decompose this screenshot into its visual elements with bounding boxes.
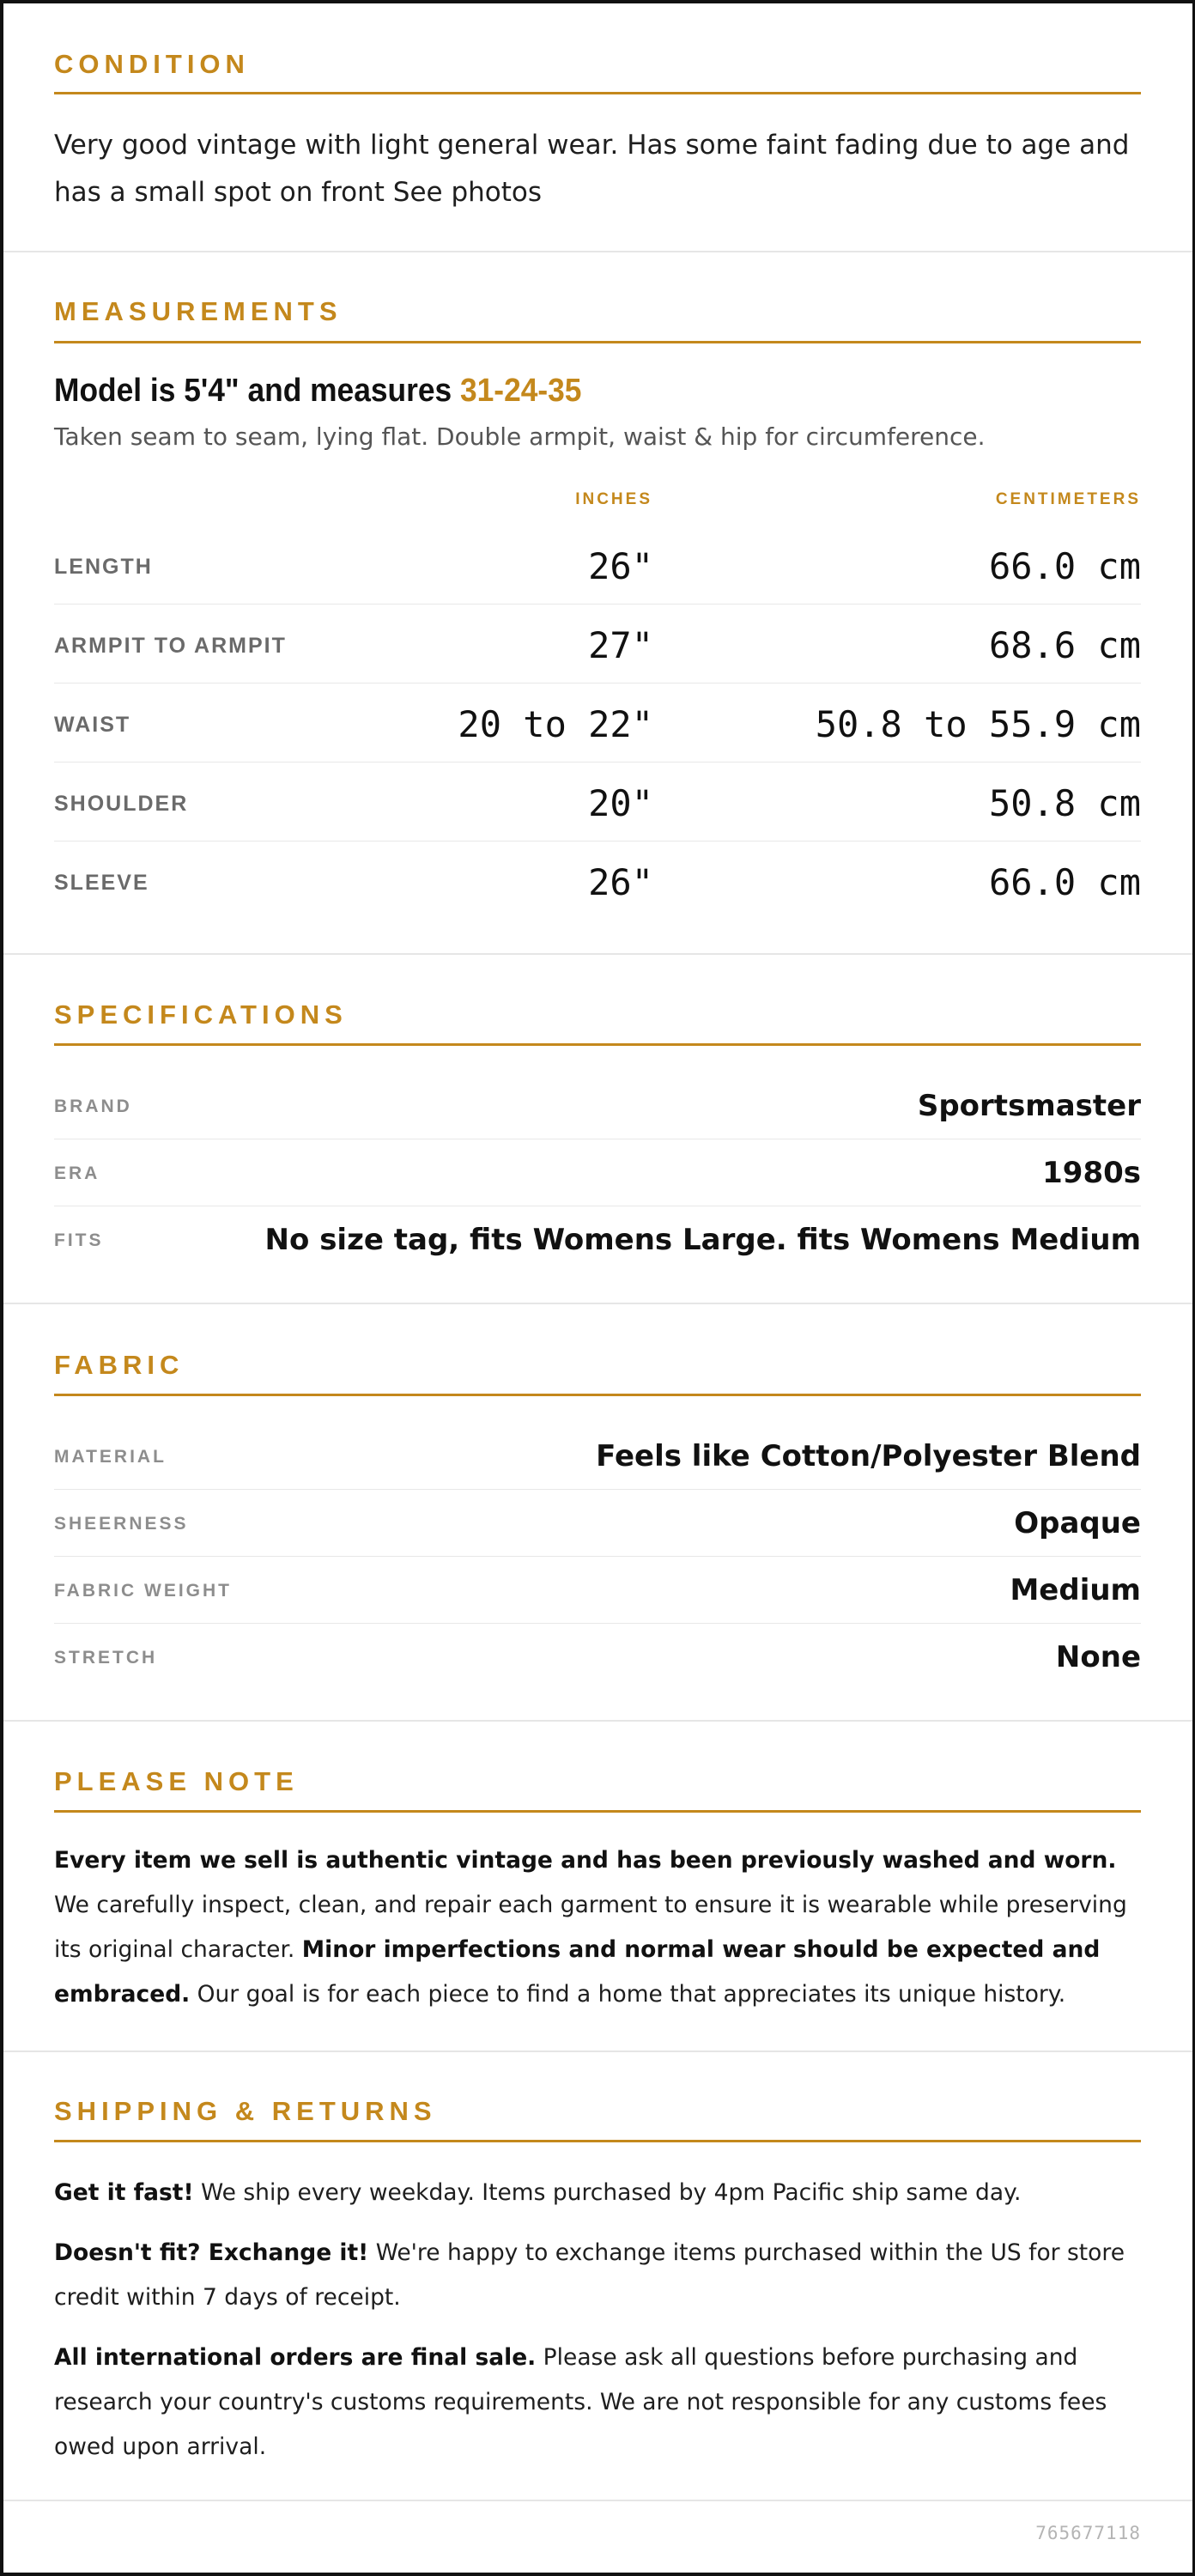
measurements-subtitle: Taken seam to seam, lying flat. Double armpit, waist & hip for circumference. <box>54 422 986 451</box>
spec-value: No size tag, fits Womens Large. fits Womens Medium <box>264 1223 1141 1257</box>
fabric-value: Feels like Cotton/Polyester Blend <box>596 1439 1141 1473</box>
measurement-label: WAIST <box>54 713 131 737</box>
column-header-centimeters: CENTIMETERS <box>995 490 1141 508</box>
fabric-label: SHEERNESS <box>54 1514 189 1534</box>
row-divider <box>54 604 1141 605</box>
shipping-paragraph-exchange <box>54 2231 1141 2320</box>
section-divider <box>3 1303 1192 1304</box>
row-divider <box>54 1556 1141 1557</box>
measurement-row-sleeve <box>54 843 1141 922</box>
measurement-row-shoulder <box>54 764 1141 843</box>
fabric-value: None <box>1055 1640 1141 1674</box>
measurement-cm: 50.8 to 55.9 cm <box>815 703 1141 745</box>
measurement-label: LENGTH <box>54 555 153 579</box>
note-text-2: Our goal is for each piece to find a home that appreciates its unique history. <box>190 1981 1066 2008</box>
shipping-paragraph-fast <box>54 2171 1141 2215</box>
please-note-rule <box>54 1810 1141 1813</box>
note-bold-1: Every item we sell is authentic vintage and has been previously washed and worn. <box>54 1847 1117 1874</box>
section-divider <box>3 2050 1192 2052</box>
measurement-cm: 50.8 cm <box>988 782 1141 824</box>
model-info <box>54 374 581 407</box>
shipping-text: Please ask all questions before purchasing and research your country's customs requirements. We are not responsible for any customs fees owed upon arrival. <box>54 2344 1107 2460</box>
fabric-value: Medium <box>1010 1573 1141 1607</box>
fabric-row-stretch <box>54 1625 1141 1691</box>
fabric-label: MATERIAL <box>54 1447 167 1467</box>
spec-value: Sportsmaster <box>917 1089 1141 1123</box>
model-measures: 31-24-35 <box>459 373 582 409</box>
shipping-rule <box>54 2140 1141 2142</box>
fabric-rule <box>54 1394 1141 1396</box>
condition-text: Very good vintage with light general wear. Has some faint fading due to age and has a small spot on front See photos <box>54 130 1130 208</box>
fabric-value: Opaque <box>1014 1506 1141 1540</box>
spec-label: BRAND <box>54 1097 132 1116</box>
fabric-row-weight <box>54 1558 1141 1624</box>
please-note-heading: PLEASE NOTE <box>54 1766 299 1796</box>
measurement-cm: 68.6 cm <box>988 624 1141 666</box>
shipping-heading: SHIPPING & RETURNS <box>54 2096 437 2126</box>
shipping-text: We're happy to exchange items purchased within the US for store credit within 7 days of receipt. <box>54 2239 1125 2311</box>
spec-row-era <box>54 1140 1141 1206</box>
model-info-prefix: Model is 5'4" and measures <box>54 373 460 409</box>
measurement-cm: 66.0 cm <box>988 545 1141 587</box>
section-divider <box>3 251 1192 252</box>
condition-rule <box>54 92 1141 94</box>
section-divider <box>3 2500 1192 2501</box>
measurement-inches: 27" <box>588 624 653 666</box>
condition-heading: CONDITION <box>54 49 250 79</box>
measurement-row-length <box>54 527 1141 606</box>
measurements-rule <box>54 341 1141 343</box>
section-divider <box>3 953 1192 955</box>
note-text-1: We carefully inspect, clean, and repair each garment to ensure it is wearable while preserving its original character. <box>54 1892 1127 1963</box>
shipping-paragraph-international <box>54 2336 1141 2470</box>
spec-value: 1980s <box>1042 1156 1141 1190</box>
measurement-inches: 20" <box>588 782 653 824</box>
spec-row-fits <box>54 1207 1141 1273</box>
measurement-row-armpit <box>54 606 1141 685</box>
measurement-cm: 66.0 cm <box>988 861 1141 903</box>
measurement-inches: 20 to 22" <box>458 703 653 745</box>
spec-label: ERA <box>54 1163 100 1183</box>
shipping-text: We ship every weekday. Items purchased by 4pm Pacific ship same day. <box>193 2179 1022 2206</box>
fabric-row-sheerness <box>54 1491 1141 1557</box>
measurement-label: SLEEVE <box>54 871 149 895</box>
measurement-inches: 26" <box>588 861 653 903</box>
row-divider <box>54 1623 1141 1624</box>
product-id: 765677118 <box>1035 2523 1141 2543</box>
column-header-inches: INCHES <box>575 490 652 508</box>
section-divider <box>3 1720 1192 1722</box>
spec-label: FITS <box>54 1230 104 1250</box>
measurement-label: ARMPIT TO ARMPIT <box>54 634 287 658</box>
measurements-heading: MEASUREMENTS <box>54 296 343 326</box>
note-bold-2: Minor imperfections and normal wear should be expected and embraced. <box>54 1936 1101 2008</box>
specifications-heading: SPECIFICATIONS <box>54 999 348 1030</box>
measurement-label: SHOULDER <box>54 792 189 816</box>
fabric-label: STRETCH <box>54 1648 158 1668</box>
shipping-bold: All international orders are final sale. <box>54 2344 537 2371</box>
row-divider <box>54 1489 1141 1490</box>
specifications-rule <box>54 1043 1141 1046</box>
shipping-bold: Doesn't fit? Exchange it! <box>54 2239 369 2266</box>
fabric-row-material <box>54 1424 1141 1490</box>
please-note-text <box>54 1838 1141 2017</box>
measurement-inches: 26" <box>588 545 653 587</box>
fabric-label: FABRIC WEIGHT <box>54 1581 232 1601</box>
fabric-heading: FABRIC <box>54 1350 185 1380</box>
shipping-bold: Get it fast! <box>54 2179 194 2206</box>
spec-row-brand <box>54 1073 1141 1139</box>
measurement-row-waist <box>54 685 1141 764</box>
